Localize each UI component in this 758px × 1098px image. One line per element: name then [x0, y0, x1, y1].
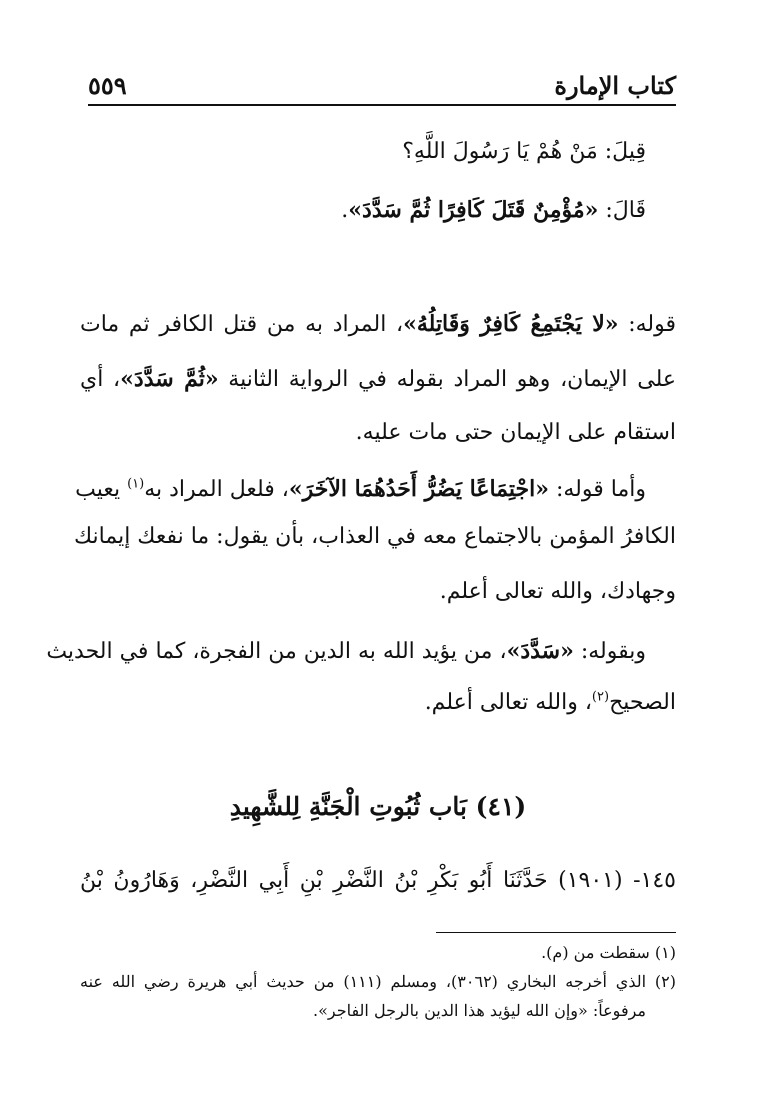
commentary-line-7: وبقوله: «سَدَّدَ»، من يؤيد الله به الدين من الفجرة، كما في الحديث [46, 638, 646, 664]
hadith-answer-line: قَالَ: «مُؤْمِنٌ قَتَلَ كَافِرًا ثُمَّ سَدَّدَ». [341, 197, 646, 223]
footnote-2: (٢) الذي أخرجه البخاري (٣٠٦٢)، ومسلم (١١١) من حديث أبي هريرة رضي الله عنه [80, 972, 676, 991]
page-number: ٥٥٩ [88, 71, 127, 100]
footnote-2-continued: مرفوعاً: «وإن الله ليؤيد هذا الدين بالرجل الفاجر». [312, 1001, 646, 1020]
commentary-line-4: وأما قوله: «اجْتِمَاعًا يَضُرُّ أَحَدُهُمَا الآخَرَ»، فلعل المراد به$^{(١)}$ يعيب [75, 476, 646, 502]
commentary-line-8: الصحيح$^{(٢)}$، والله تعالى أعلم. [424, 689, 676, 715]
commentary-line-3: استقام على الإيمان حتى مات عليه. [355, 420, 676, 445]
chapter-section-title: (٤١) بَاب ثُبُوتِ الْجَنَّةِ لِلشَّهِيدِ [229, 792, 527, 821]
footnote-divider [436, 932, 676, 933]
hadith-question-line: قِيلَ: مَنْ هُمْ يَا رَسُولَ اللَّهِ؟ [402, 139, 646, 164]
commentary-line-2: على الإيمان، وهو المراد بقوله في الرواية الثانية «ثُمَّ سَدَّدَ»، أي [80, 366, 676, 392]
footnote-ref-1[interactable]: (١) [127, 476, 145, 492]
footnote-1: (١) سقطت من (م). [541, 943, 676, 962]
commentary-line-6: وجهادك، والله تعالى أعلم. [439, 579, 676, 604]
commentary-line-5: الكافرُ المؤمن بالاجتماع معه في العذاب، بأن يقول: ما نفعك إيمانك [73, 524, 676, 549]
header-divider [88, 104, 676, 106]
page-header [88, 60, 676, 100]
commentary-line-1: قوله: «لا يَجْتَمِعُ كَافِرٌ وَقَاتِلُهُ»، المراد به من قتل الكافر ثم مات [80, 311, 677, 337]
footnote-ref-2[interactable]: (٢) [591, 689, 610, 705]
hadith-chain-line: ١٤٥- (١٩٠١) حَدَّثَنَا أَبُو بَكْرِ بْنُ النَّضْرِ بْنِ أَبِي النَّضْرِ، وَهَارُونُ بْنُ [80, 868, 676, 893]
chapter-title: كتاب الإمارة [554, 71, 676, 100]
